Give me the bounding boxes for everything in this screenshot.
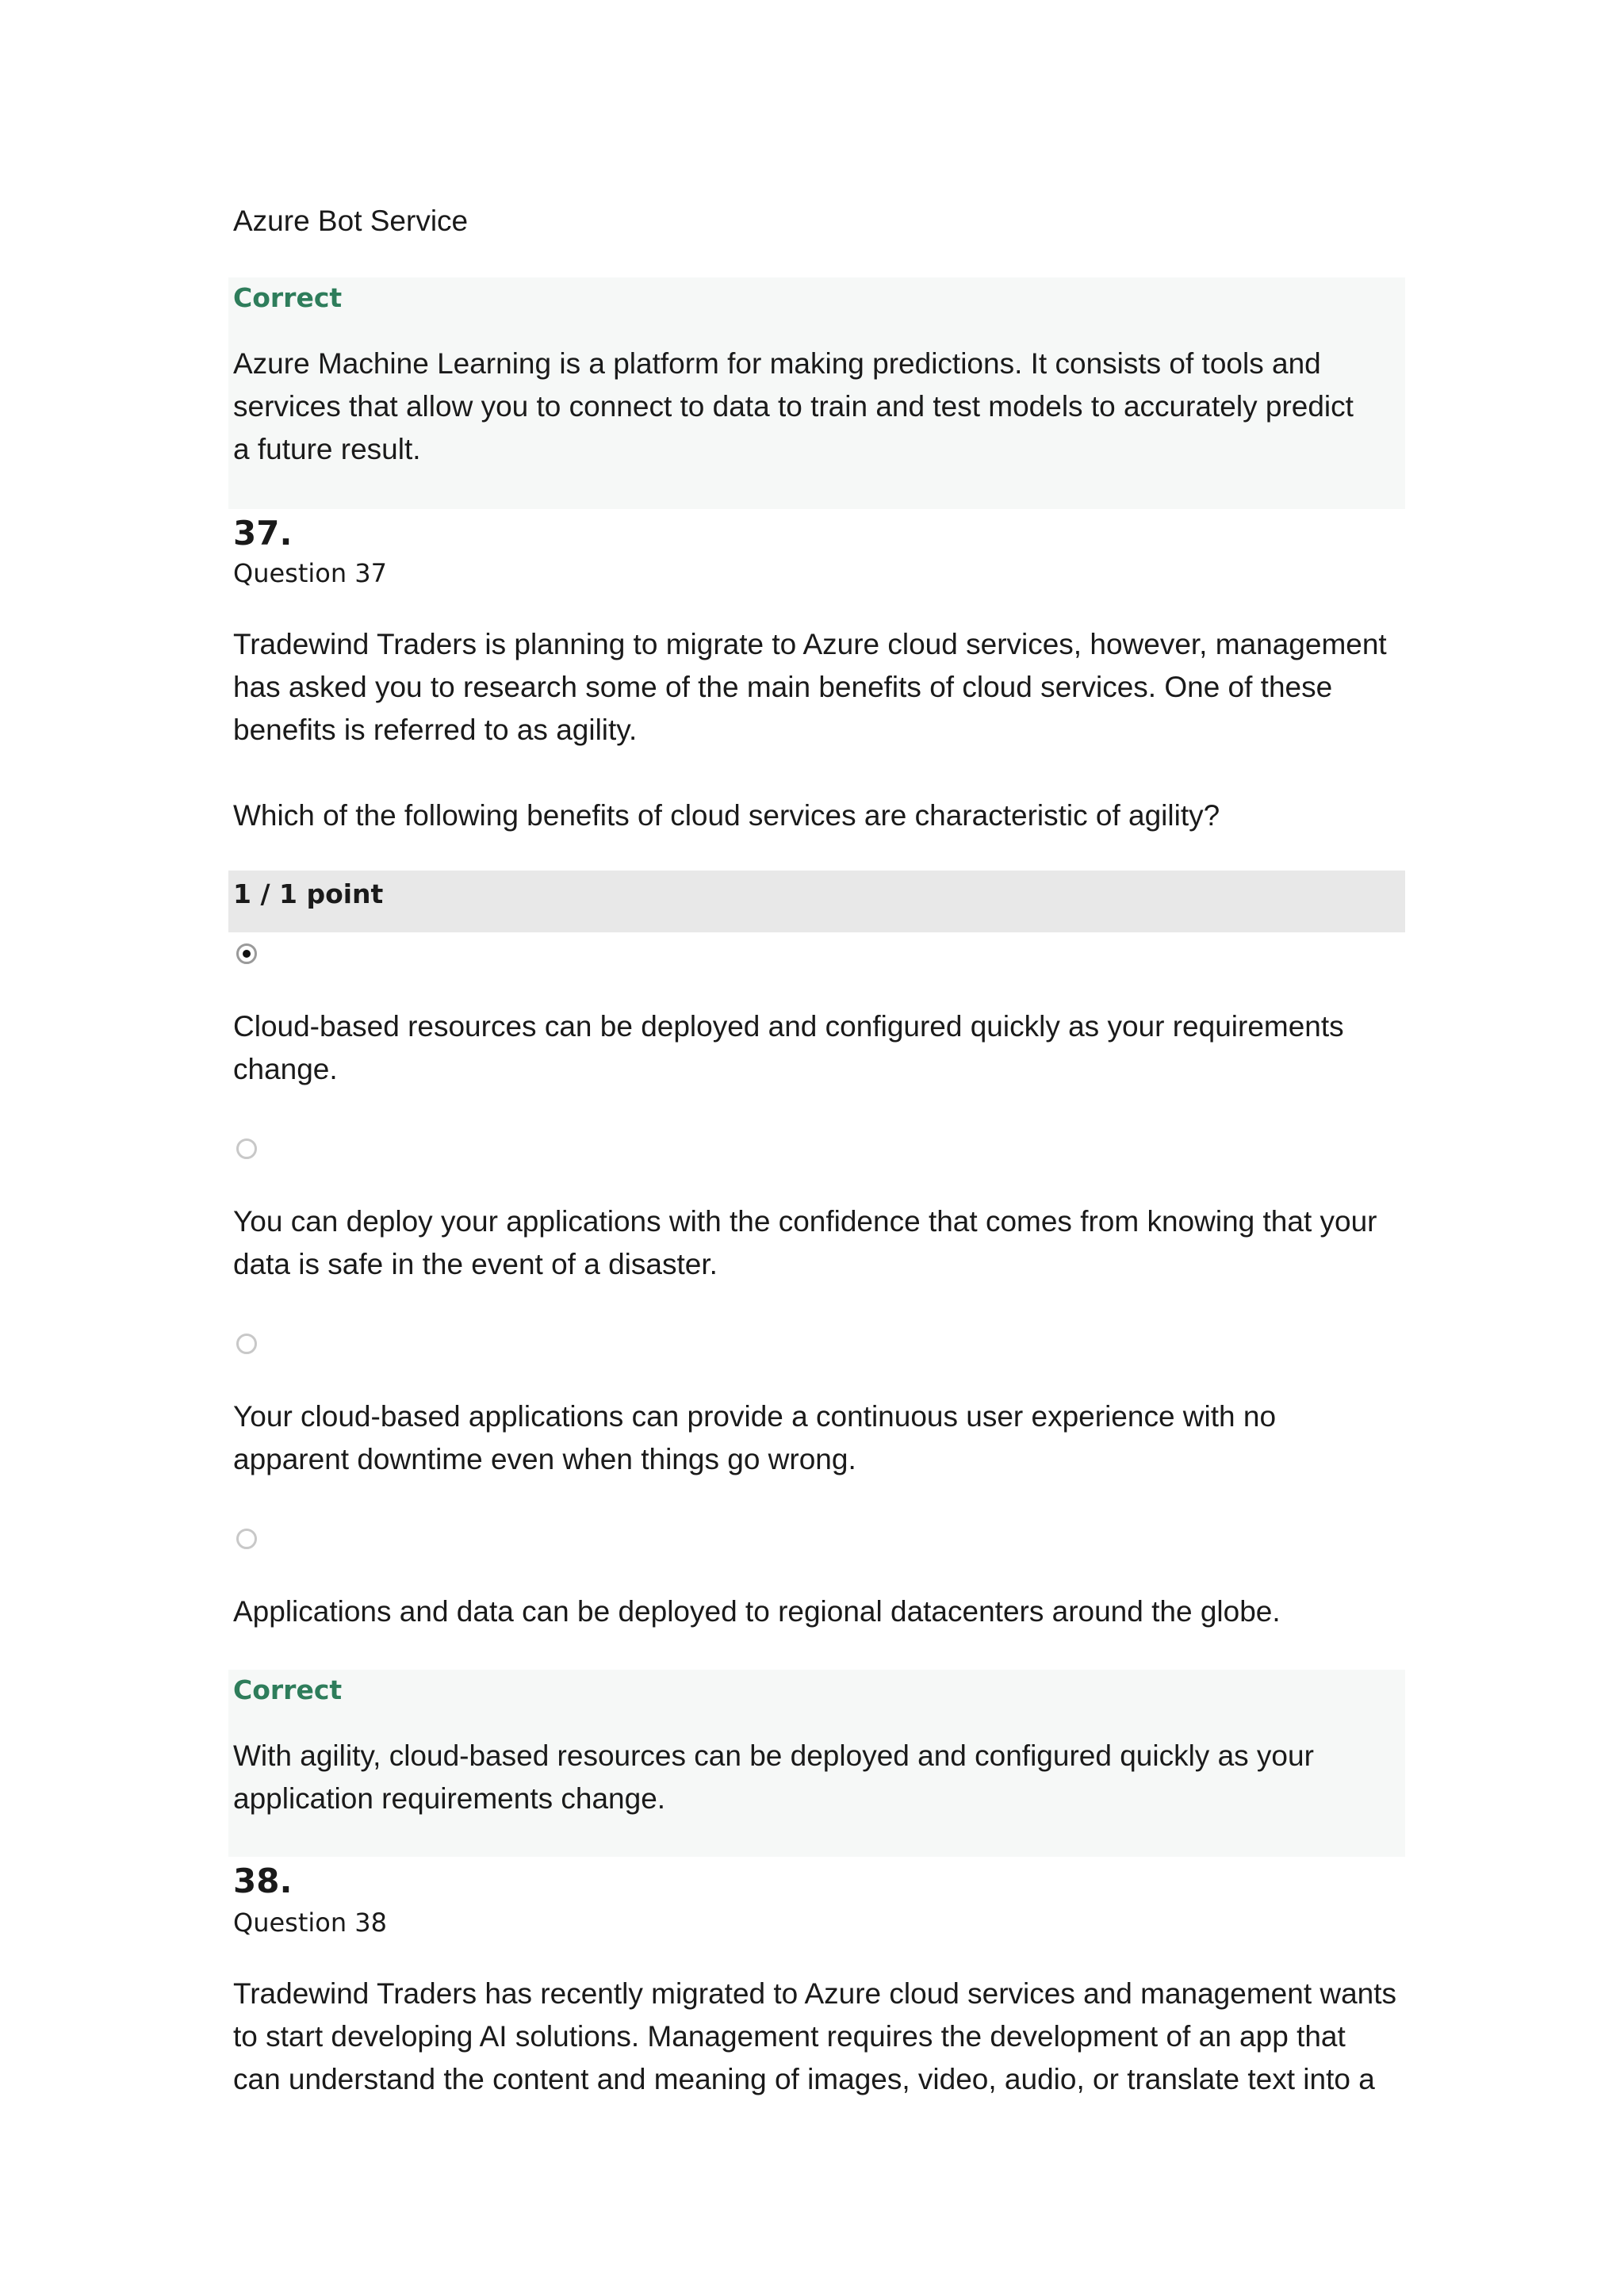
question-37-label: Question 37 <box>233 558 388 588</box>
question-37-score-bar <box>228 871 1405 932</box>
option-3-radio[interactable] <box>236 1334 257 1354</box>
question-37-feedback-text: With agility, cloud-based resources can be deployed and configured quickly as your application requirements change. <box>233 1739 1314 1815</box>
previous-feedback-status: Correct <box>233 282 343 313</box>
previous-feedback-text: Azure Machine Learning is a platform for making predictions. It consists of tools and services that allow you to connect to data to train and test models to accurately predict a future result. <box>233 347 1354 465</box>
option-4-radio[interactable] <box>236 1529 257 1549</box>
question-38-label: Question 38 <box>233 1908 388 1938</box>
question-38-number: 38. <box>233 1862 293 1900</box>
option-3-text[interactable]: Your cloud-based applications can provide a continuous user experience with no apparent downtime even when things go wrong. <box>233 1400 1277 1475</box>
option-4-text[interactable]: Applications and data can be deployed to regional datacenters around the globe. <box>233 1595 1281 1628</box>
option-2-radio[interactable] <box>236 1138 257 1159</box>
question-37-number: 37. <box>233 514 293 553</box>
question-37-score: 1 / 1 point <box>233 878 384 909</box>
option-2-text[interactable]: You can deploy your applications with the confidence that comes from knowing that your data is safe in the event of a disaster. <box>233 1205 1377 1280</box>
previous-feedback-panel <box>228 277 1405 509</box>
question-37-feedback-status: Correct <box>233 1674 343 1705</box>
option-1-text[interactable]: Cloud-based resources can be deployed and configured quickly as your requirements change. <box>233 1010 1344 1085</box>
question-37-question: Which of the following benefits of cloud services are characteristic of agility? <box>233 799 1220 832</box>
option-1-radio[interactable] <box>236 943 257 964</box>
question-37-prompt: Tradewind Traders is planning to migrate to Azure cloud services, however, management has asked you to research some of the main benefits of cloud services. One of these benefits is referred to as agility. <box>233 628 1387 746</box>
question-38-prompt: Tradewind Traders has recently migrated to Azure cloud services and management wants to start developing AI solutions. Management requires the development of an app that can understand the content and meaning of images, video, audio, or translate text into a <box>233 1977 1397 2095</box>
question-37-feedback-panel <box>228 1670 1405 1857</box>
previous-option-text: Azure Bot Service <box>233 205 469 237</box>
